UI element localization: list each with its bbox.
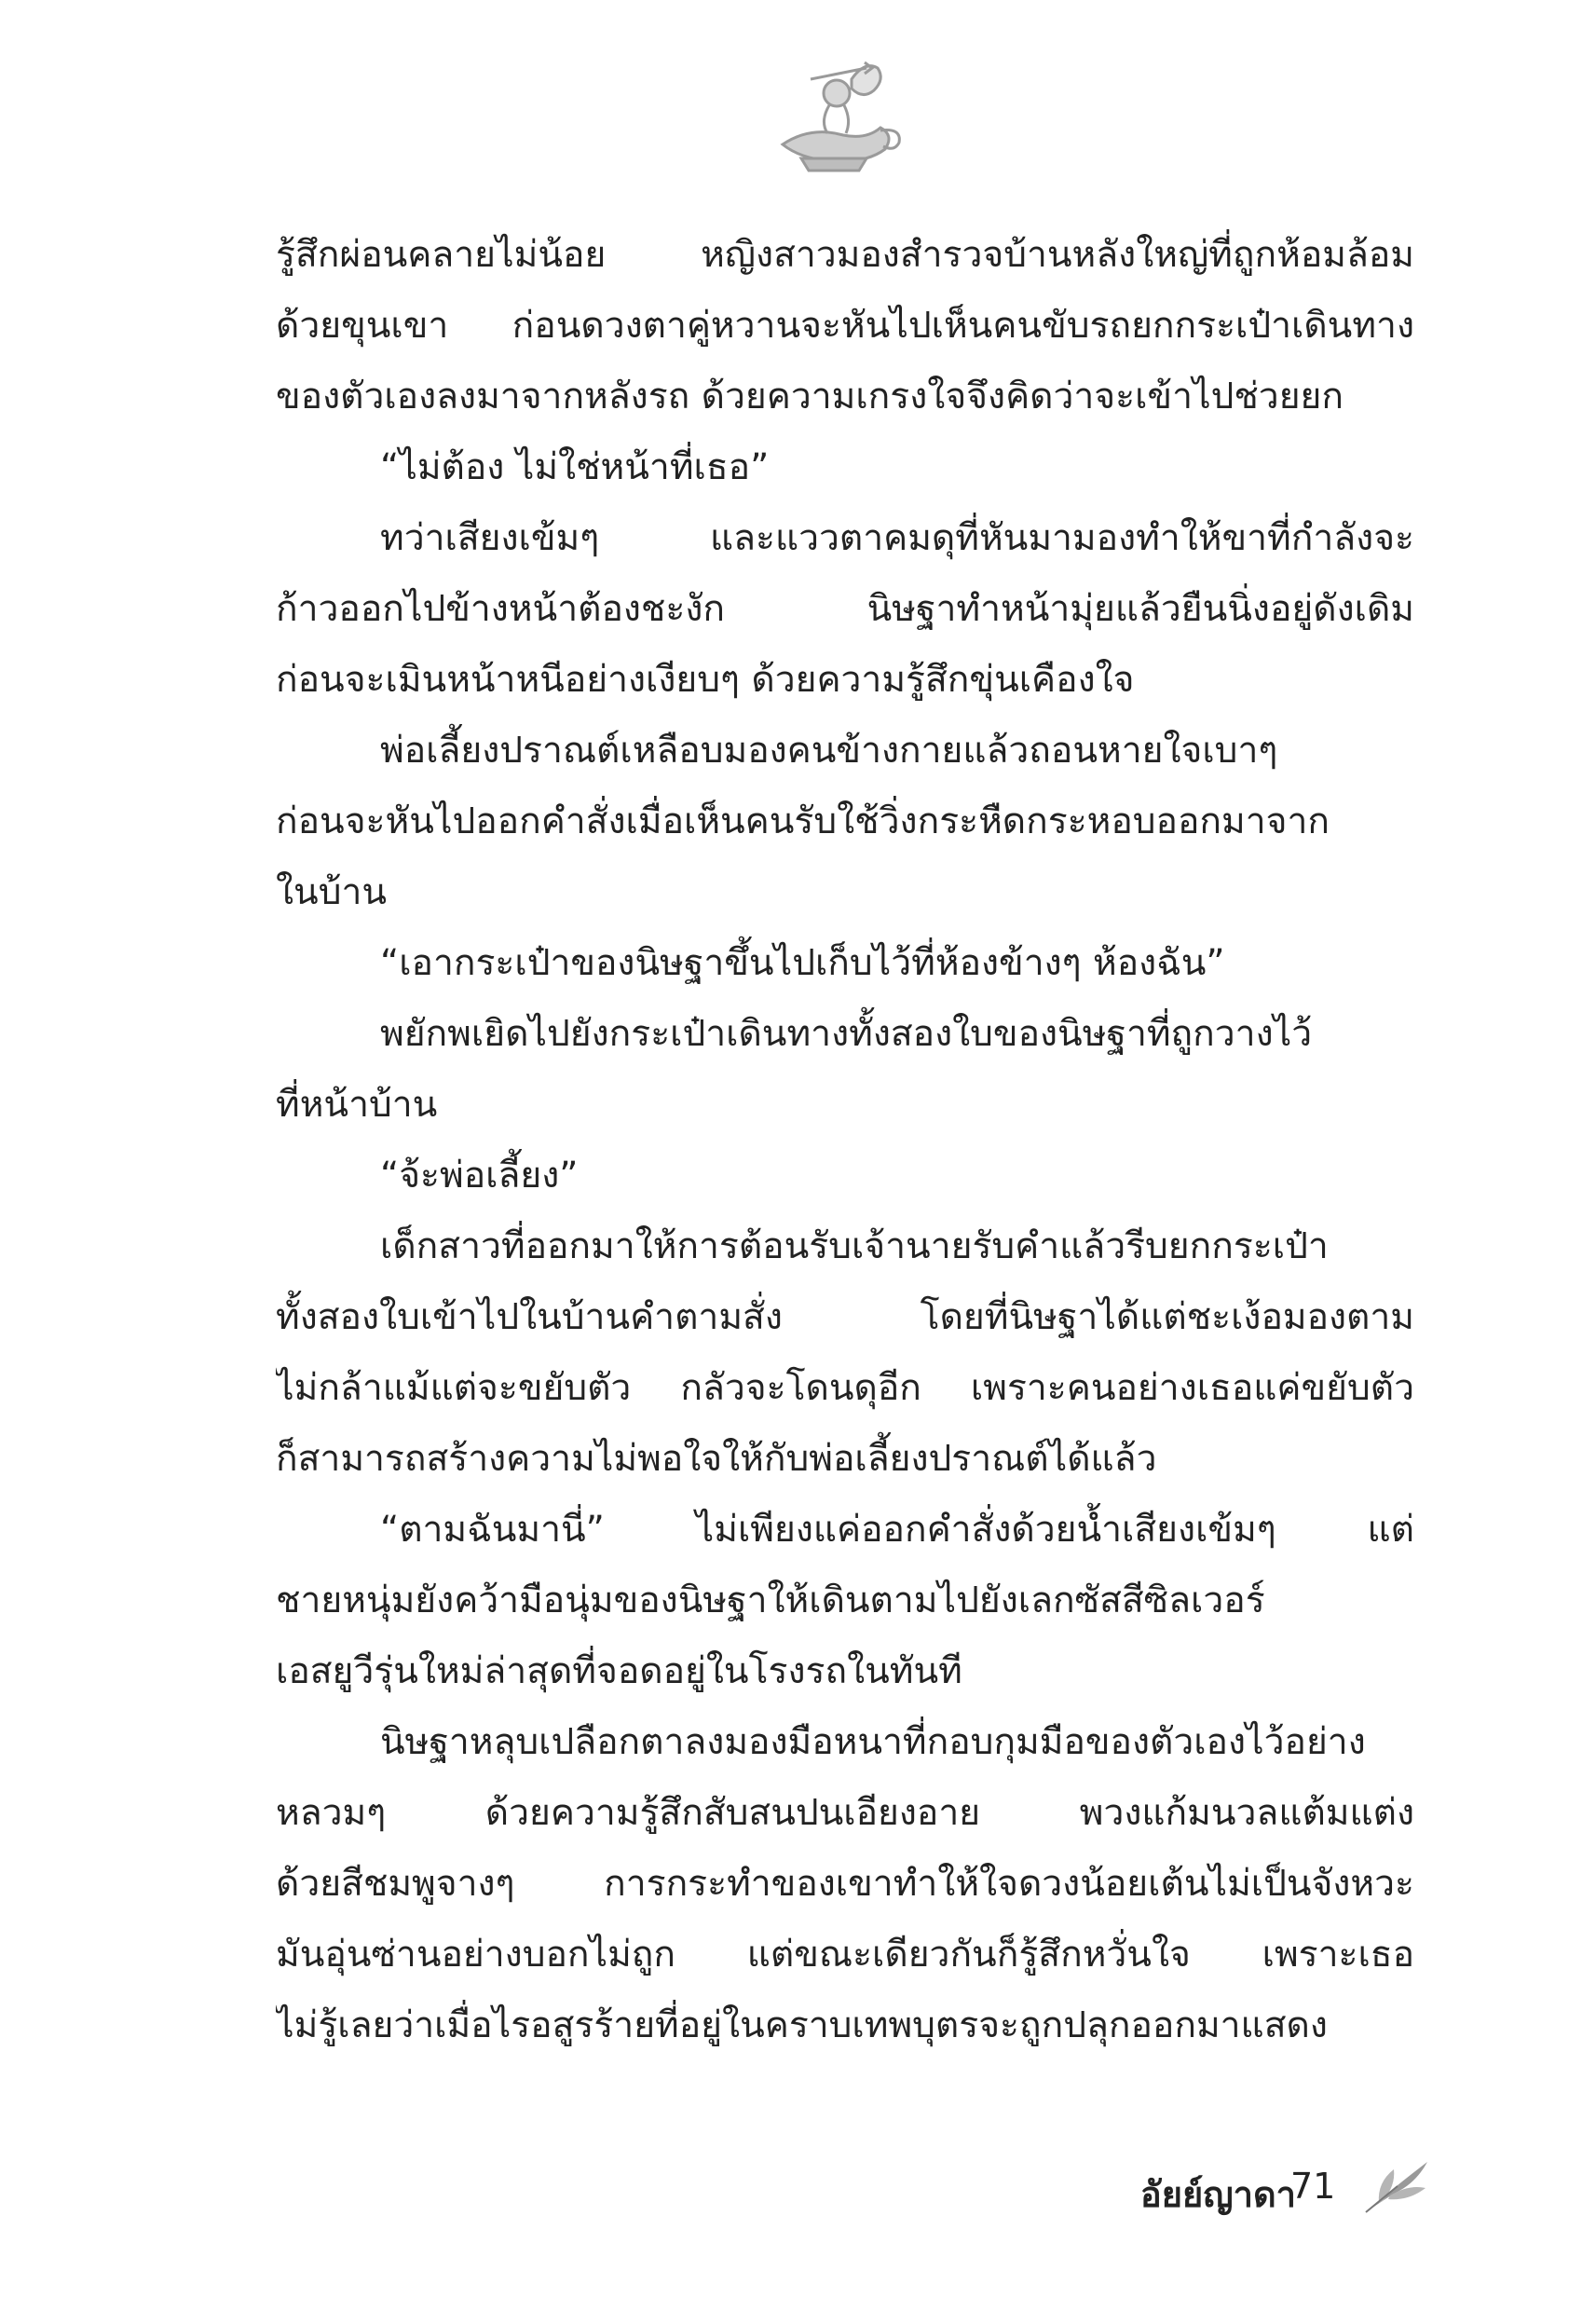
teapot-cupid-ornament-icon — [755, 42, 913, 182]
page-number: 71 — [1290, 2166, 1336, 2207]
text-line: เด็กสาวที่ออกมาให้การต้อนรับเจ้านายรับคำแล้วรีบยกกระเป๋า — [380, 1225, 1329, 1267]
text-line: รู้สึกผ่อนคลายไม่น้อย หญิงสาวมองสำรวจบ้านหลังใหญ่ที่ถูกห้อมล้อม — [276, 234, 1414, 276]
text-line: ก่อนจะหันไปออกคำสั่งเมื่อเห็นคนรับใช้วิ่งกระหืดกระหอบออกมาจาก — [276, 800, 1330, 842]
page-footer — [0, 2154, 1596, 2238]
leaf-ornament-icon — [1360, 2154, 1435, 2220]
text-line: ชายหนุ่มยังคว้ามือนุ่มของนิษฐาให้เดินตามไปยังเลกซัสสีซิลเวอร์ — [276, 1579, 1265, 1621]
text-line: “ไม่ต้อง ไม่ใช่หน้าที่เธอ” — [380, 446, 770, 488]
text-line: นิษฐาหลุบเปลือกตาลงมองมือหนาที่กอบกุมมือของตัวเองไว้อย่าง — [380, 1721, 1366, 1763]
text-line: “จ้ะพ่อเลี้ยง” — [380, 1155, 579, 1197]
text-line: ก่อนจะเมินหน้าหนีอย่างเงียบๆ ด้วยความรู้สึกขุ่นเคืองใจ — [276, 659, 1135, 701]
text-line: ก็สามารถสร้างความไม่พอใจให้กับพ่อเลี้ยงปราณต์ได้แล้ว — [276, 1438, 1157, 1480]
text-line: ทว่าเสียงเข้มๆ และแววตาคมดุที่หันมามองทำให้ขาที่กำลังจะ — [380, 517, 1414, 559]
text-line: ด้วยขุนเขา ก่อนดวงตาคู่หวานจะหันไปเห็นคนขับรถยกกระเป๋าเดินทาง — [276, 305, 1414, 347]
text-line: ที่หน้าบ้าน — [276, 1084, 438, 1126]
text-line: ไม่รู้เลยว่าเมื่อไรอสูรร้ายที่อยู่ในคราบเทพบุตรจะถูกปลุกออกมาแสดง — [276, 2004, 1328, 2046]
text-line: เอสยูวีรุ่นใหม่ล่าสุดที่จอดอยู่ในโรงรถในทันที — [276, 1650, 962, 1692]
text-line: “เอากระเป๋าของนิษฐาขึ้นไปเก็บไว้ที่ห้องข้างๆ ห้องฉัน” — [380, 942, 1225, 984]
text-line: หลวมๆ ด้วยความรู้สึกสับสนปนเอียงอาย พวงแก้มนวลแต้มแต่ง — [276, 1792, 1414, 1834]
text-line: ไม่กล้าแม้แต่จะขยับตัว กลัวจะโดนดุอีก เพราะคนอย่างเธอแค่ขยับตัว — [276, 1367, 1414, 1409]
text-line: พ่อเลี้ยงปราณต์เหลือบมองคนข้างกายแล้วถอนหายใจเบาๆ — [380, 730, 1278, 772]
text-line: มันอุ่นซ่านอย่างบอกไม่ถูก แต่ขณะเดียวกันก็รู้สึกหวั่นใจ เพราะเธอ — [276, 1934, 1414, 1976]
text-line: ของตัวเองลงมาจากหลังรถ ด้วยความเกรงใจจึงคิดว่าจะเข้าไปช่วยยก — [276, 376, 1344, 417]
text-line: ในบ้าน — [276, 871, 388, 913]
text-line: “ตามฉันมานี่” ไม่เพียงแค่ออกคำสั่งด้วยน้ำเสียงเข้มๆ แต่ — [380, 1509, 1414, 1551]
text-line: พยักพเยิดไปยังกระเป๋าเดินทางทั้งสองใบของนิษฐาที่ถูกวางไว้ — [380, 1013, 1313, 1055]
text-line: ด้วยสีชมพูจางๆ การกระทำของเขาทำให้ใจดวงน้อยเต้นไม่เป็นจังหวะ — [276, 1863, 1414, 1905]
text-line: ก้าวออกไปข้างหน้าต้องชะงัก นิษฐาทำหน้ามุ่ยแล้วยืนนิ่งอยู่ดังเดิม — [276, 588, 1414, 630]
story-text — [276, 220, 1414, 2061]
text-line: ทั้งสองใบเข้าไปในบ้านคำตามสั่ง โดยที่นิษฐาได้แต่ชะเง้อมองตาม — [276, 1296, 1414, 1338]
author-name: อัยย์ญาดา — [1139, 2174, 1296, 2215]
